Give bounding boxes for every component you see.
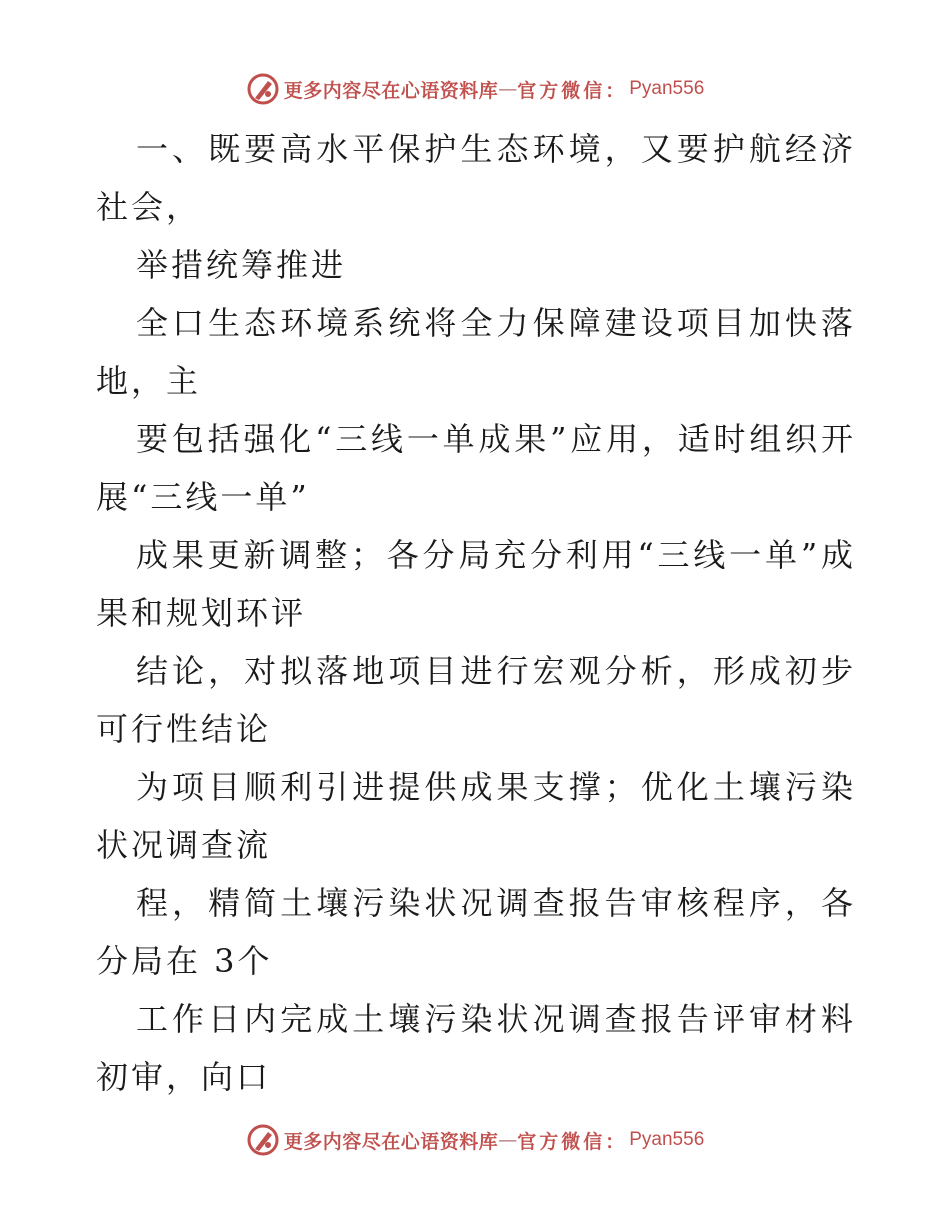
document-body xyxy=(96,120,856,1106)
paragraph: 结论，对拟落地项目进行宏观分析，形成初步可行性结论 xyxy=(96,652,856,748)
watermark-official-label: 官方微信： xyxy=(517,1130,628,1153)
quill-logo-icon xyxy=(246,72,280,106)
paragraph: 一、既要高水平保护生态环境，又要护航经济社会， xyxy=(96,130,856,226)
footer-watermark xyxy=(0,1123,950,1157)
quill-logo-icon xyxy=(246,1123,280,1157)
watermark-wechat-id: Pyan556 xyxy=(629,78,705,99)
paragraph: 工作日内完成土壤污染状况调查报告评审材料初审，向口 xyxy=(96,1000,856,1096)
watermark-brand-text: 更多内容尽在心语资料库 xyxy=(283,79,499,102)
paragraph: 举措统筹推进 xyxy=(136,246,347,284)
paragraph: 程，精简土壤污染状况调查报告审核程序，各分局在 3个 xyxy=(96,884,856,980)
watermark-wechat-id: Pyan556 xyxy=(629,1129,705,1150)
paragraph: 要包括强化“三线一单成果”应用，适时组织开展“三线一单” xyxy=(96,420,856,516)
paragraph: 成果更新调整；各分局充分利用“三线一单”成果和规划环评 xyxy=(96,536,856,632)
header-watermark xyxy=(0,72,950,106)
watermark-dash: — xyxy=(498,1129,518,1151)
watermark-official-label: 官方微信： xyxy=(517,79,628,102)
paragraph: 全口生态环境系统将全力保障建设项目加快落地，主 xyxy=(96,304,856,400)
watermark-dash: — xyxy=(498,78,518,100)
watermark-brand-text: 更多内容尽在心语资料库 xyxy=(283,1130,499,1153)
paragraph: 为项目顺利引进提供成果支撑；优化土壤污染状况调查流 xyxy=(96,768,856,864)
